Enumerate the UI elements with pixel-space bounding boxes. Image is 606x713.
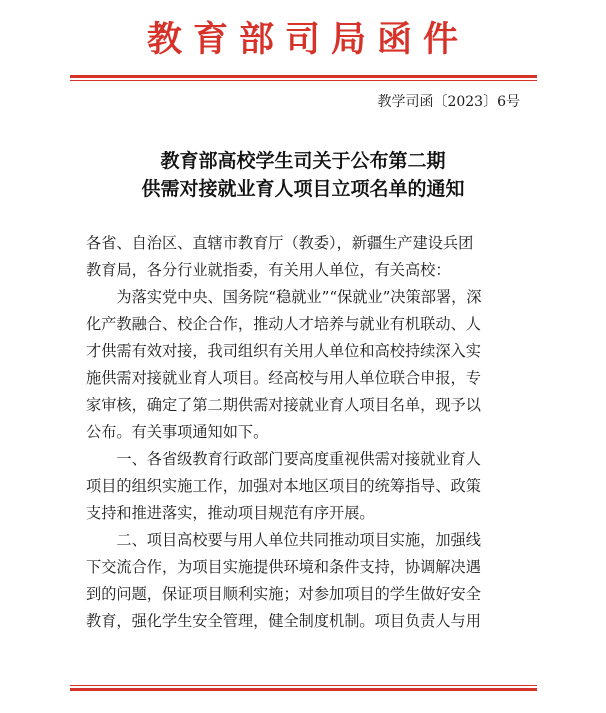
body-line: 化产教融合、校企合作，推动人才培养与就业有机联动、人	[86, 315, 481, 333]
body-line: 为落实党中央、国务院“稳就业”“保就业”决策部署，深	[86, 288, 482, 306]
body-line: 公布。有关事项通知如下。	[86, 423, 269, 441]
body-line: 才供需有效对接，我司组织有关用人单位和高校持续深入实	[86, 342, 481, 360]
document-title-line-1: 教育部高校学生司关于公布第二期	[160, 150, 446, 172]
body-line: 支持和推进落实，推动项目规范有序开展。	[86, 504, 375, 522]
document-title	[0, 147, 606, 203]
body-line: 教育，强化学生安全管理，健全制度机制。项目负责人与用	[86, 612, 481, 630]
letterhead-rule-thin	[70, 80, 537, 81]
body-line: 各省、自治区、直辖市教育厅（教委），新疆生产建设兵团	[86, 234, 474, 252]
body-line: 下交流合作，为项目实施提供环境和条件支持，协调解决遇	[86, 558, 481, 576]
document-title-line-2: 供需对接就业育人项目立项名单的通知	[141, 178, 465, 200]
body-line: 到的问题，保证项目顺利实施；对参加项目的学生做好安全	[86, 585, 481, 603]
body-line: 施供需对接就业育人项目。经高校与用人单位联合申报，专	[86, 369, 481, 387]
body-line: 家审核，确定了第二期供需对接就业育人项目名单，现予以	[86, 396, 481, 414]
document-number: 教学司函〔2023〕6号	[377, 94, 520, 110]
body-line: 二、项目高校要与用人单位共同推动项目实施，加强线	[86, 531, 481, 549]
letterhead-title: 教育部司局函件	[146, 20, 469, 60]
footer-rule-thin	[70, 685, 537, 686]
body-line: 一、各省级教育行政部门要高度重视供需对接就业育人	[86, 450, 481, 468]
body-line: 项目的组织实施工作，加强对本地区项目的统筹指导、政策	[86, 477, 481, 495]
footer-rule-thick	[70, 688, 537, 691]
body-line: 教育局，各分行业就指委，有关用人单位，有关高校：	[86, 261, 451, 279]
letterhead-rule-thick	[70, 75, 537, 78]
document-body	[86, 230, 526, 635]
